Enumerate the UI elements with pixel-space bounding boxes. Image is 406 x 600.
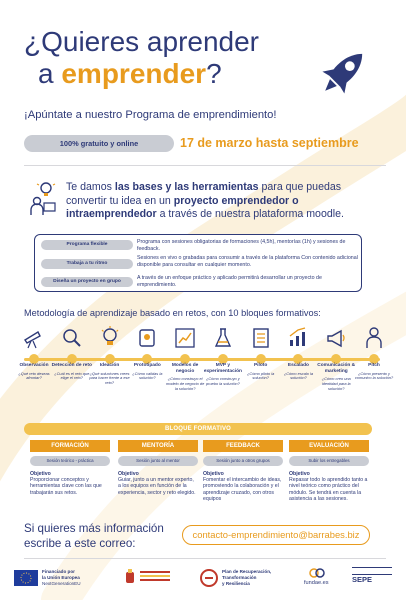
checklist-icon bbox=[249, 326, 273, 350]
methodology-step bbox=[315, 363, 357, 392]
bloque-column-evaluacion bbox=[289, 440, 369, 502]
eu-text: Financiado por bbox=[42, 569, 75, 574]
sepe-logo bbox=[352, 566, 394, 590]
methodology-step bbox=[126, 363, 168, 381]
column-objective bbox=[118, 471, 198, 496]
government-logo bbox=[124, 566, 184, 590]
step-name: Pitch bbox=[368, 363, 380, 368]
step-question: ¿Cómo presento y comunico la solución? bbox=[354, 370, 394, 381]
methodology-step bbox=[164, 363, 206, 392]
gov-stripe bbox=[140, 579, 170, 581]
free-online-pill: 100% gratuito y online bbox=[24, 135, 174, 152]
intro-part: Te damos bbox=[66, 181, 115, 193]
divider bbox=[24, 165, 386, 166]
fundae-text: fundae.es bbox=[304, 580, 329, 586]
column-objective bbox=[203, 471, 283, 502]
bloque-formativo-bar: BLOQUE FORMATIVO bbox=[24, 423, 372, 435]
person-icon bbox=[362, 326, 386, 350]
divider bbox=[24, 558, 386, 559]
step-name: Prototipado bbox=[133, 363, 161, 368]
intro-bold: proyecto emprendedor o intraemprendedor bbox=[66, 194, 299, 220]
bloque-column-formacion bbox=[30, 440, 110, 496]
step-name: Escalado bbox=[287, 363, 309, 368]
step-name: Observación bbox=[19, 363, 49, 368]
price-date-row bbox=[24, 133, 374, 153]
column-session: Sesión junto a otros grupos bbox=[203, 456, 283, 466]
eu-flag-icon bbox=[14, 570, 38, 586]
program-dates: 17 de marzo hasta septiembre bbox=[180, 136, 359, 150]
methodology-step bbox=[202, 363, 244, 387]
methodology-step bbox=[51, 363, 93, 381]
objective-label: Objetivo bbox=[203, 471, 224, 477]
objective-text: Guiar, junto a un mentor experto, a los equipos en función de la experiencia, sector y reto elegido. bbox=[118, 477, 196, 496]
objective-label: Objetivo bbox=[118, 471, 139, 477]
column-session: Subir los entregables bbox=[289, 456, 369, 466]
step-question: ¿Cómo construyo el modelo de negocio de la solución? bbox=[165, 376, 205, 391]
objective-label: Objetivo bbox=[30, 471, 51, 477]
methodology-title: Metodología de aprendizaje basado en retos, con 10 bloques formativos: bbox=[24, 308, 321, 318]
eu-text: la Unión Europea bbox=[42, 575, 80, 580]
eu-text: NextGenerationEU bbox=[42, 581, 81, 586]
objective-text: Fomentar el intercambio de ideas, promoviendo la colaboración y el aprendizaje cruzado, con otros equipos bbox=[203, 477, 282, 502]
coat-of-arms-icon bbox=[124, 569, 136, 587]
sepe-header-lines bbox=[352, 567, 392, 575]
flask-icon bbox=[211, 326, 235, 350]
methodology-step bbox=[353, 363, 395, 381]
title-suffix: ? bbox=[206, 58, 222, 89]
intro-text bbox=[66, 181, 366, 222]
step-question: ¿Cómo creo una identidad para la solución? bbox=[321, 376, 351, 391]
feature-desc: Programa con sesiones obligatorias de formaciones (4,5h), mentorías (1h) y sesiones de feedback. bbox=[137, 239, 346, 252]
objective-label: Objetivo bbox=[289, 471, 310, 477]
methodology-step bbox=[277, 363, 319, 381]
step-name: Modelos de negocio bbox=[171, 363, 199, 374]
intro-part: para que puedas convertir tu idea en un bbox=[66, 181, 342, 207]
features-box bbox=[34, 234, 362, 292]
objective-text: Repasar todo lo aprendido tanto a nivel teórico como práctico del módulo. Se tendrá en cuenta la asistencia a las sesiones. bbox=[289, 477, 368, 502]
eu-logo bbox=[14, 566, 100, 590]
plan-text: Plan de Recuperación, bbox=[222, 569, 272, 574]
column-header: FORMACIÓN bbox=[30, 440, 110, 452]
column-objective bbox=[30, 471, 110, 496]
footer-logos bbox=[14, 566, 394, 590]
title-line1: ¿Quieres aprender bbox=[24, 26, 260, 57]
magnifier-icon bbox=[60, 326, 84, 350]
column-session: Sesión teórico - práctica bbox=[30, 456, 110, 466]
plan-text: y Resiliencia bbox=[222, 581, 250, 586]
column-header: FEEDBACK bbox=[203, 440, 283, 452]
bloque-column-mentoria bbox=[118, 440, 198, 496]
title-bold-word: emprender bbox=[61, 58, 207, 89]
chart-icon bbox=[173, 326, 197, 350]
megaphone-icon bbox=[324, 326, 348, 350]
telescope-icon bbox=[22, 326, 46, 350]
methodology-step bbox=[89, 363, 131, 386]
subtitle: ¡Apúntate a nuestro Programa de emprendimiento! bbox=[24, 109, 277, 121]
step-name: Comunicación & marketing bbox=[317, 363, 356, 374]
step-name: Ideación bbox=[99, 363, 120, 368]
title-line2 bbox=[38, 58, 259, 90]
timeline-line bbox=[24, 358, 380, 361]
step-question: ¿Cómo piloto la solución? bbox=[247, 370, 275, 381]
contact-line: escribe a este correo: bbox=[24, 537, 136, 550]
lightbulb-icon bbox=[98, 326, 122, 350]
column-header: MENTORÍA bbox=[118, 440, 198, 452]
column-objective bbox=[289, 471, 369, 502]
recovery-plan-icon bbox=[200, 569, 218, 587]
intro-bold: las bases y las herramientas bbox=[114, 181, 259, 193]
step-name: Detección de reto bbox=[51, 363, 92, 368]
plan-text: Transformación bbox=[222, 575, 257, 580]
growth-icon bbox=[286, 326, 310, 350]
idea-person-icon bbox=[30, 181, 56, 217]
methodology-steps bbox=[18, 363, 394, 417]
step-name: Piloto bbox=[253, 363, 268, 368]
intro-part: a través de nuestra plataforma moodle. bbox=[156, 208, 344, 220]
column-session: Sesión junto al mentor bbox=[118, 456, 198, 466]
objective-text: Proporcionar conceptos y herramientas clave con las que trabajarán sus retos. bbox=[30, 477, 102, 496]
step-question: ¿Cómo validas la solución? bbox=[132, 370, 163, 381]
recovery-plan-logo bbox=[200, 566, 286, 590]
gov-stripe bbox=[140, 571, 170, 573]
feature-tag: Trabaja a tu ritmo bbox=[41, 259, 133, 269]
fundae-logo bbox=[300, 566, 344, 590]
contact-email-link[interactable]: contacto-emprendimiento@barrabes.biz bbox=[182, 525, 370, 545]
step-question: ¿Cómo escalo la solución? bbox=[283, 370, 314, 381]
bloque-column-feedback bbox=[203, 440, 283, 502]
methodology-step bbox=[13, 363, 55, 381]
feature-desc: Sesiones en vivo o grabadas para consumir a través de la plataforma Con contenido adicional disponible para consultar en cualquier momento. bbox=[137, 255, 358, 268]
step-question: ¿Cuál es el reto que elige el reto? bbox=[54, 370, 90, 381]
feature-tag: Programa flexible bbox=[41, 240, 133, 250]
rocket-icon bbox=[312, 42, 374, 104]
feature-desc: A través de un enfoque práctico y aplicado permitirá desarrollar un proyecto de emprendimiento. bbox=[137, 275, 322, 288]
sepe-text: SEPE bbox=[352, 575, 373, 584]
step-name: MVP y experimentación bbox=[203, 363, 242, 374]
column-header: EVALUACIÓN bbox=[289, 440, 369, 452]
methodology-step bbox=[240, 363, 282, 381]
feature-tag: Diseña un proyecto en grupo bbox=[41, 277, 133, 287]
title-prefix: a bbox=[38, 58, 62, 89]
step-question: ¿Qué reto deseas afrontar? bbox=[18, 370, 50, 381]
contact-text bbox=[24, 521, 164, 551]
page-title bbox=[24, 26, 259, 90]
gov-stripe bbox=[140, 575, 170, 577]
fundae-rings-icon bbox=[308, 568, 330, 578]
prototype-icon bbox=[135, 326, 159, 350]
step-question: ¿Qué soluciones crees para hacer frente a ese reto? bbox=[89, 370, 130, 386]
contact-line: Si quieres más información bbox=[24, 522, 164, 535]
step-question: ¿Cómo construyo y pruebo la solución? bbox=[206, 376, 240, 386]
